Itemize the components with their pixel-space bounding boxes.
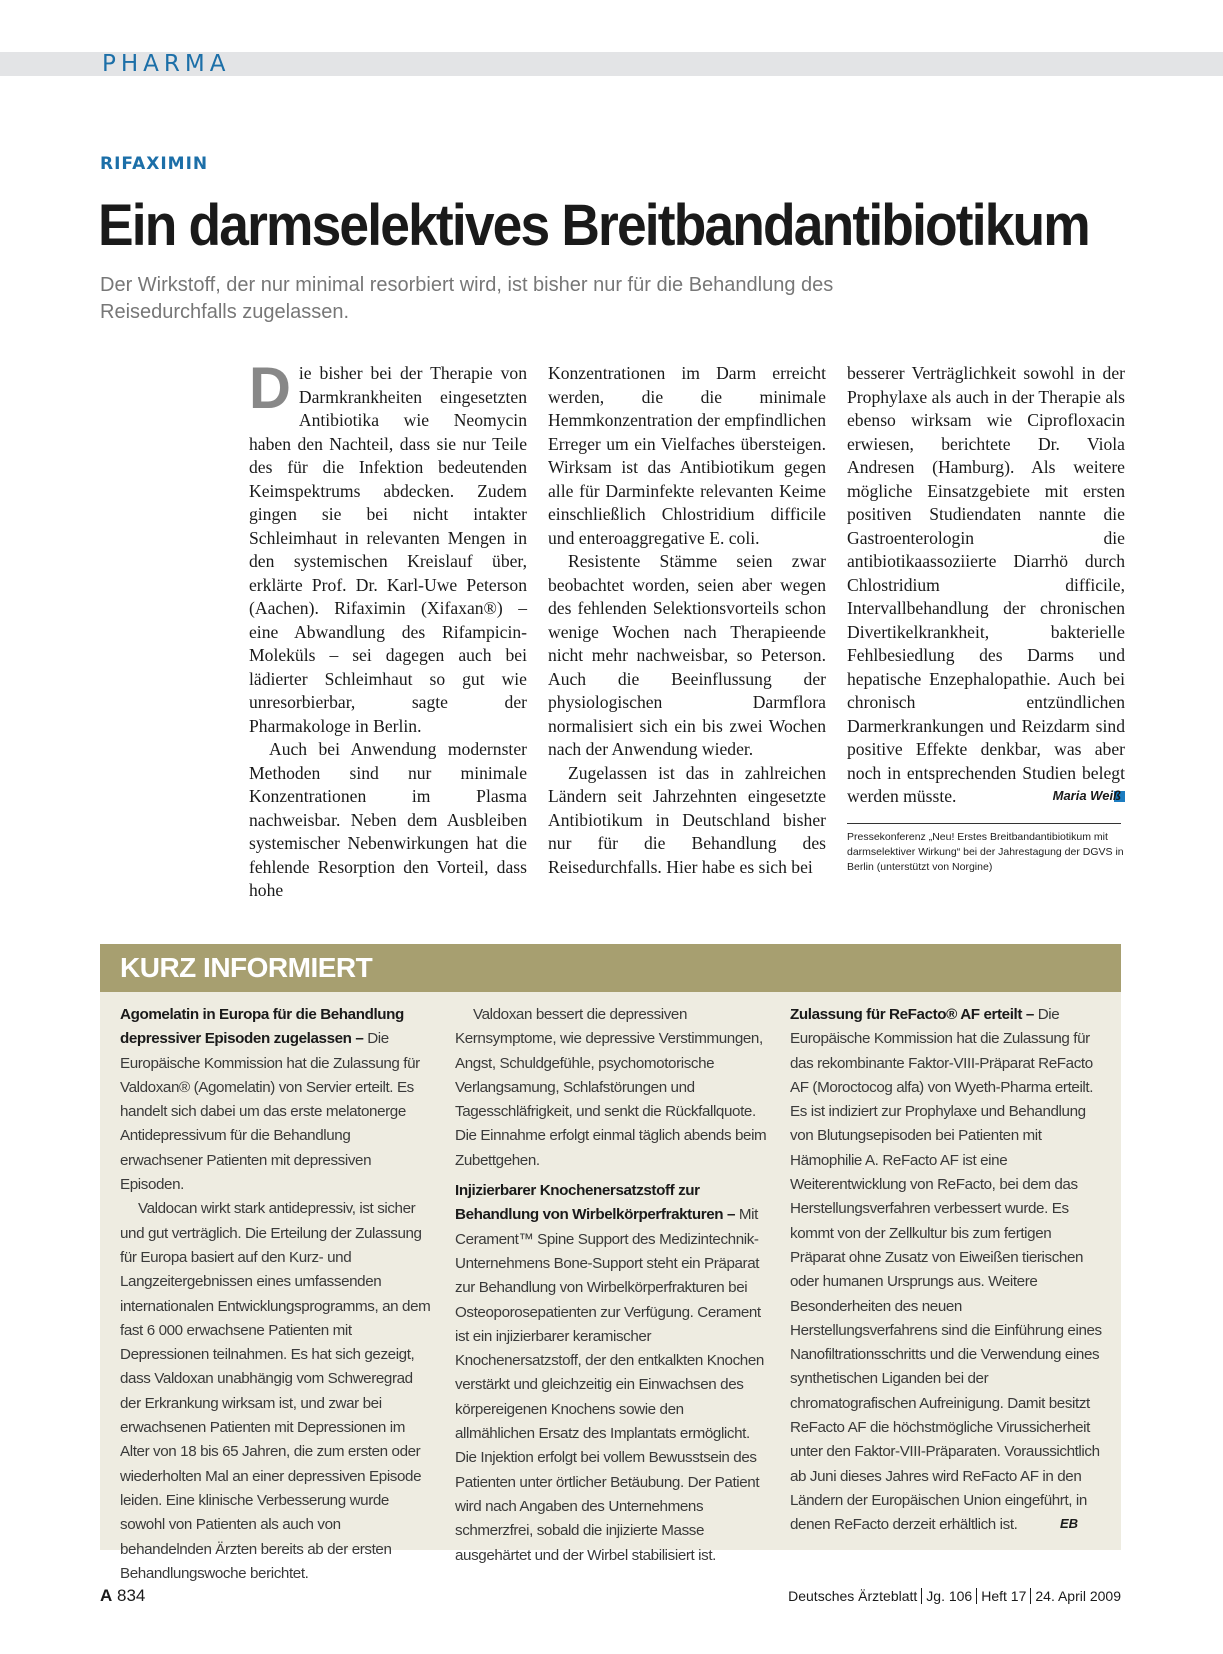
drop-cap: D bbox=[249, 356, 291, 421]
paragraph: Auch bei Anwendung modernster Methoden sind nur minimale Konzentrationen im Plasma nachweisbar. Neben dem Ausbleiben systemischer Nebenwirkungen hat die fehlende Resorption den Vorteil, dass hohe bbox=[249, 739, 527, 900]
footer-citation bbox=[788, 1588, 1121, 1604]
article-kicker: RIFAXIMIN bbox=[100, 154, 209, 174]
paragraph: Valdocan wirkt stark antidepressiv, ist sicher und gut verträglich. Die Erteilung der Zulassung für Europa basiert auf den Kurz- und Langzeitergebnissen eines umfassenden internationalen Entwicklungsprogramms, an dem fast 6 000 erwachsene Patienten mit Depressionen teilnahmen. Es hat sich gezeigt, dass Valdoxan unabhängig vom Schweregrad der Erkrankung wirksam ist, und zwar bei erwachsenen Patienten mit Depressionen im Alter von 18 bis 65 Jahren, die zum ersten oder wiederholten Mal an einer depressiven Episode leiden. Eine klinische Verbesserung wurde sowohl von Patienten als auch von behandelnden Ärzten bereits ab der ersten Behandlungswoche berichtet. bbox=[120, 1200, 431, 1582]
news-item-headline: Injizierbarer Knochenersatzstoff zur Behandlung von Wirbelkörperfrakturen – bbox=[455, 1182, 736, 1224]
news-item-text: Die Europäische Kommission hat die Zulassung für das rekombinante Faktor-VIII-Präparat ReFacto AF (Moroctocog alfa) von Wyeth-Pharma erteilt. Es ist indiziert zur Prophylaxe und Behandlung von Blutungsepisoden bei Patienten mit Hämophilie A. ReFacto AF ist eine Weiterentwicklung von ReFacto, bei dem das Herstellungsverfahren verbessert wurde. Es kommt von der Zellkultur bis zum fertigen Präparat ohne Zusatz von Eiweißen tierischen oder humanen Ursprungs aus. Weitere Besonderheiten des neuen Herstellungsverfahrens sind die Einführung eines Nanofiltrationsschritts und die Verwendung eines synthetischen Liganden bei der chromatografischen Aufreinigung. Damit besitzt ReFacto AF die höchstmögliche Virussicherheit unter den Faktor-VIII-Präparaten. Voraussichtlich ab Juni dieses Jahres wird ReFacto AF in den Ländern der Europäischen Union eingeführt, in denen ReFacto derzeit erhältlich ist. bbox=[790, 1006, 1102, 1534]
news-item-headline: Zulassung für ReFacto® AF erteilt – bbox=[790, 1006, 1034, 1023]
journal-volume: Jg. 106 bbox=[926, 1588, 973, 1604]
divider bbox=[976, 1588, 977, 1604]
info-box-author: EB bbox=[1060, 1516, 1079, 1531]
journal-name: Deutsches Ärzteblatt bbox=[788, 1588, 918, 1604]
article-author: Maria Weiß bbox=[1052, 788, 1121, 803]
paragraph-text: besserer Verträglichkeit sowohl in der Prophylaxe als auch in der Therapie als ebenso wirksam wie Ciprofloxacin erwiesen, berichtete Dr. Viola Andresen (Hamburg). Als weitere mögliche Einsatzgebiete mit ersten positiven Studiendaten nannte die Gastroenterologin die antibiotikaassoziierte Diarrhö durch Chlostridium difficile, Intervallbehandlung der chronischen Divertikelkrankheit, bakterielle Fehlbesiedlung des Darms und hepatische Enzephalopathie. Auch bei chronisch entzündlichen Darmerkrankungen und Reizdarm sind positive Effekte denkbar, was aber noch in entsprechenden Studien belegt werden müsste. bbox=[847, 363, 1125, 806]
info-box-header bbox=[100, 944, 1121, 992]
paragraph: Resistente Stämme seien zwar beobachtet worden, seien aber wegen des fehlenden Selektionsvorteils schon wenige Wochen nach Therapieende nicht mehr nachweisbar, so Peterson. Auch die Beeinflussung der physiologischen Darmflora normalisiert sich ein bis zwei Wochen nach der Anwendung wieder. bbox=[548, 551, 826, 759]
article-subtitle: Der Wirkstoff, der nur minimal resorbiert wird, ist bisher nur für die Behandlung des Reisedurchfalls zugelassen. bbox=[100, 274, 834, 323]
section-label: PHARMA bbox=[102, 51, 231, 77]
article-column-1 bbox=[249, 356, 527, 903]
divider bbox=[1030, 1588, 1031, 1604]
news-item-text: Mit Cerament™ Spine Support des Medizintechnik-Unternehmens Bone-Support steht ein Präparat zur Behandlung von Wirbelkörperfrakturen bei Osteoporosepatienten zur Verfügung. Cerament ist ein injizierbarer keramischer Knochenersatzstoff, der den entkalkten Knochen verstärkt und gleichzeitig ein Einwachsen des körpereigenen Knochens sowie den allmählichen Ersatz des Implantats ermöglicht. Die Injektion erfolgt bei vollem Bewusstsein des Patienten unter örtlicher Betäubung. Der Patient wird nach Angaben des Unternehmens schmerzfrei, sobald die injizierte Masse ausgehärtet und der Wirbel stabilisiert ist. bbox=[455, 1206, 764, 1564]
journal-date: 24. April 2009 bbox=[1035, 1588, 1121, 1604]
page-number-value: 834 bbox=[117, 1586, 146, 1605]
journal-issue: Heft 17 bbox=[981, 1588, 1027, 1604]
paragraph: Konzentrationen im Darm erreicht werden, die die minimale Hemmkonzentration der empfindlichen Erreger um ein Vielfaches übersteigen. Wirksam ist das Antibiotikum gegen alle für Darminfekte relevanten Keime einschließlich Chlostridium difficile und enteroaggregative E. coli. bbox=[548, 363, 826, 548]
info-box-title: KURZ INFORMIERT bbox=[120, 952, 373, 983]
info-box-column-2 bbox=[455, 1003, 767, 1568]
paragraph-text: ie bisher bei der Therapie von Darmkrankheiten eingesetzten Antibiotika wie Neomycin haben den Nachteil, dass sie nur Teile des für die Infektion bedeutenden Keimspektrums abdecken. Zudem gingen sie bei nicht intakter Schleimhaut in relevanten Mengen in den systemischen Kreislauf über, erklärte Prof. Dr. Karl-Uwe Peterson (Aachen). Rifaximin (Xifaxan®) – eine Abwandlung des Rifampicin-Moleküls – sei dagegen auch bei lädierter Schleimhaut so gut wie unresorbierbar, sagte der Pharmakologe in Berlin. bbox=[249, 363, 527, 736]
source-note: Pressekonferenz „Neu! Erstes Breitbandantibiotikum mit darmselektiver Wirkung“ bei der Jahrestagung der DGVS in Berlin (unterstützt von Norgine) bbox=[847, 831, 1124, 873]
divider bbox=[921, 1588, 922, 1604]
news-item-headline: Agomelatin in Europa für die Behandlung depressiver Episoden zugelassen – bbox=[120, 1006, 404, 1048]
news-item-text: Die Europäische Kommission hat die Zulassung für Valdoxan® (Agomelatin) von Servier erteilt. Es handelt sich dabei um das erste melatonerge Antidepressivum für die Behandlung erwachsener Patienten mit depressiven Episoden. bbox=[120, 1030, 420, 1194]
news-item bbox=[120, 1003, 432, 1197]
paragraph: Valdoxan bessert die depressiven Kernsymptome, wie depressive Verstimmungen, Angst, Schuldgefühle, psychomotorische Verlangsamung, Schlafstörungen und Tagesschläfrigkeit, und senkt die Rückfallquote. Die Einnahme erfolgt einmal täglich abends beim Zubettgehen. bbox=[455, 1006, 767, 1169]
divider bbox=[847, 823, 1121, 824]
paragraph bbox=[249, 356, 527, 738]
news-item bbox=[790, 1003, 1102, 1538]
page-prefix: A bbox=[100, 1586, 113, 1605]
page-number bbox=[100, 1586, 145, 1606]
info-box-column-1 bbox=[120, 1003, 432, 1586]
article-title: Ein darmselektives Breitbandantibiotikum bbox=[98, 193, 1089, 258]
article-column-2 bbox=[548, 362, 826, 879]
paragraph bbox=[847, 362, 1125, 809]
info-box-column-3 bbox=[790, 1003, 1102, 1538]
article-column-3 bbox=[847, 362, 1125, 809]
paragraph: Zugelassen ist das in zahlreichen Ländern seit Jahrzehnten eingesetzte Antibiotikum in Deutschland bisher nur für die Behandlung des Reisedurchfalls. Hier habe es sich bei bbox=[548, 762, 826, 877]
news-item bbox=[455, 1179, 767, 1568]
